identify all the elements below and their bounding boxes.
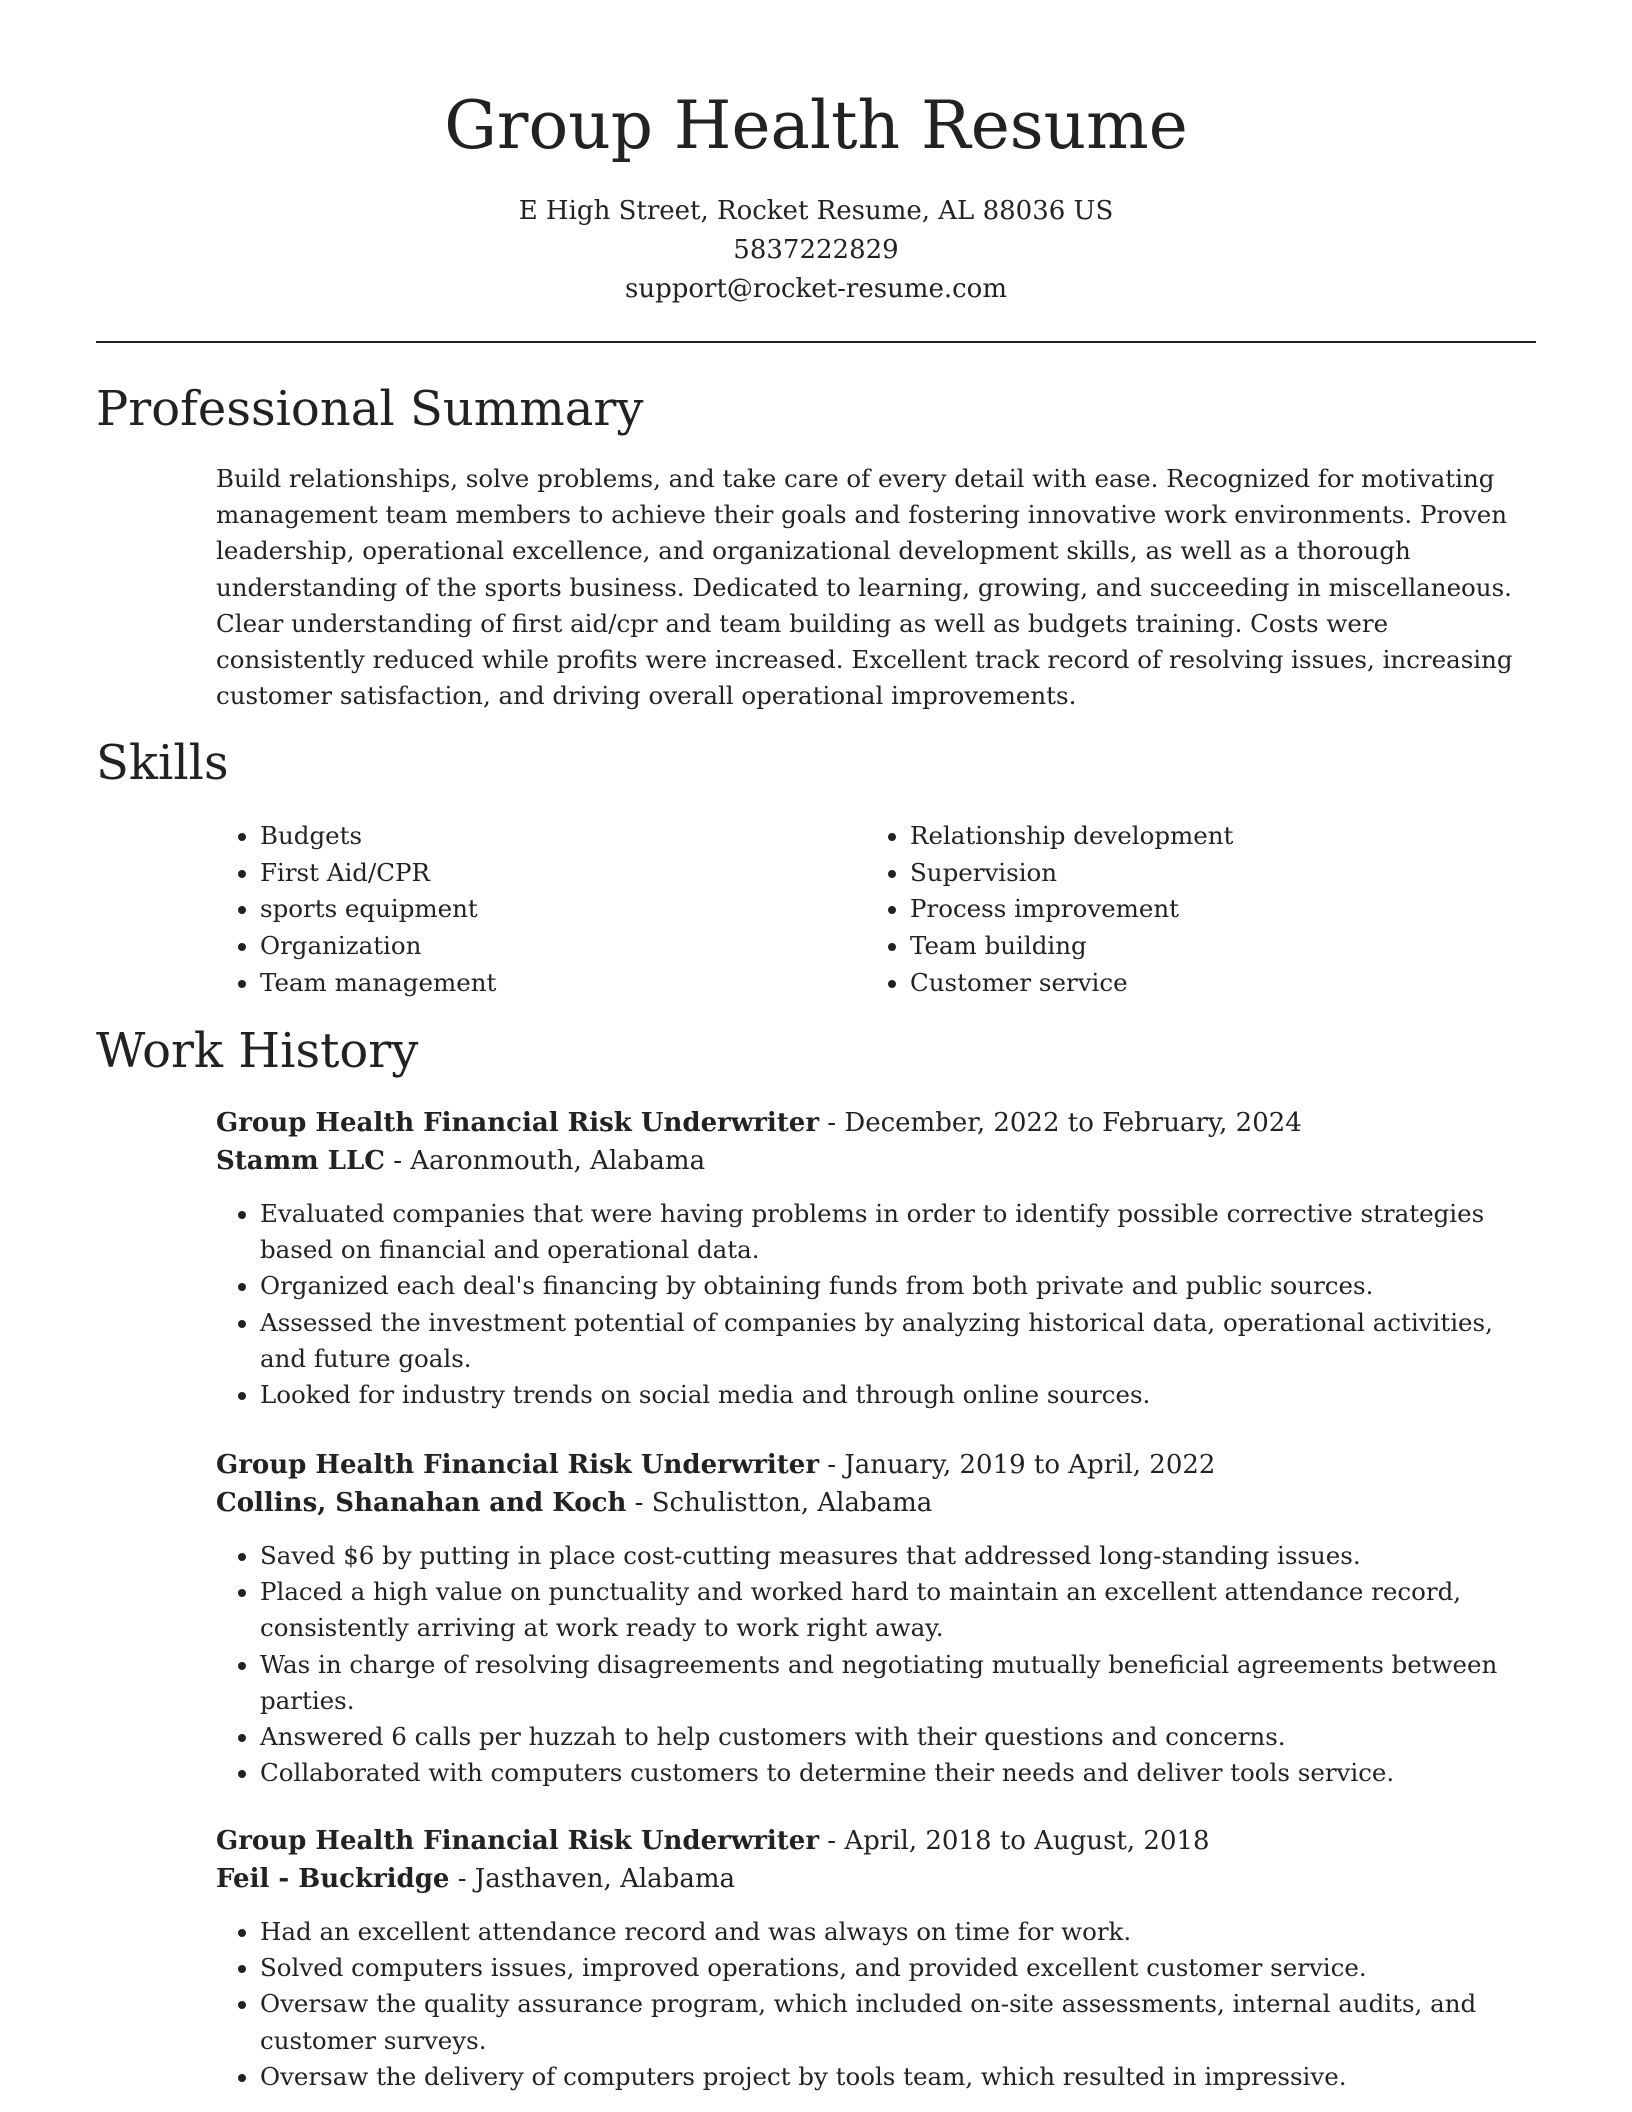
contact-block — [0, 192, 1632, 309]
header-divider — [96, 341, 1536, 343]
skill-item: • sports equipment — [260, 891, 496, 928]
job-bullets — [216, 1538, 1536, 1791]
job-title-line: Group Health Financial Risk Underwriter - January, 2019 to April, 2022 — [216, 1450, 1216, 1480]
email-text: support@rocket-resume.com — [624, 274, 1007, 304]
job-bullet: • Organized each deal's financing by obtaining funds from both private and public sources. — [260, 1268, 1536, 1304]
skill-item: • Budgets — [260, 818, 496, 855]
skill-item: • Relationship development — [910, 818, 1233, 855]
job-bullet: • Assessed the investment potential of companies by analyzing historical data, operational activities, and future goals. — [260, 1305, 1536, 1377]
job-bullet: • Saved $6 by putting in place cost-cutting measures that addressed long-standing issues. — [260, 1538, 1536, 1574]
job-company-line: Stamm LLC - Aaronmouth, Alabama — [216, 1146, 706, 1176]
skills-list-left — [216, 818, 496, 1002]
job-company-line: Feil - Buckridge - Jasthaven, Alabama — [216, 1864, 735, 1894]
skills-list-right — [866, 818, 1233, 1002]
skill-item: • Customer service — [910, 965, 1233, 1002]
job-location: Aaronmouth, Alabama — [410, 1146, 706, 1176]
job-dates: December, 2022 to February, 2024 — [844, 1108, 1302, 1138]
job-title-line: Group Health Financial Risk Underwriter - December, 2022 to February, 2024 — [216, 1108, 1302, 1138]
summary-heading: Professional Summary — [96, 381, 644, 437]
job-title: Group Health Financial Risk Underwriter — [216, 1108, 820, 1138]
skill-item: • Supervision — [910, 855, 1233, 892]
job-bullet: • Collaborated with computers customers to determine their needs and deliver tools service. — [260, 1755, 1536, 1791]
job-bullets — [216, 1196, 1536, 1413]
job-entry — [216, 1104, 1536, 1413]
job-bullet: • Solved computers issues, improved operations, and provided excellent customer service. — [260, 1950, 1536, 1986]
job-entry — [216, 1446, 1536, 1791]
job-company-line: Collins, Shanahan and Koch - Schulistton, Alabama — [216, 1488, 933, 1518]
address-text: E High Street, Rocket Resume, AL 88036 US — [518, 196, 1114, 226]
work-history-heading: Work History — [96, 1023, 419, 1079]
skill-item: • First Aid/CPR — [260, 855, 496, 892]
job-company: Feil - Buckridge — [216, 1864, 450, 1894]
job-title-line: Group Health Financial Risk Underwriter - April, 2018 to August, 2018 — [216, 1826, 1210, 1856]
job-bullet: • Oversaw the quality assurance program, which included on-site assessments, internal audits, and customer surveys. — [260, 1986, 1536, 2058]
skill-item: • Team management — [260, 965, 496, 1002]
skill-item: • Process improvement — [910, 891, 1233, 928]
job-location: Schulistton, Alabama — [651, 1488, 933, 1518]
phone-text: 5837222829 — [733, 235, 899, 265]
resume-title: Group Health Resume — [444, 87, 1188, 164]
job-bullet: • Was in charge of resolving disagreements and negotiating mutually beneficial agreements between parties. — [260, 1647, 1536, 1719]
job-dates: January, 2019 to April, 2022 — [844, 1450, 1216, 1480]
summary-text: Build relationships, solve problems, and take care of every detail with ease. Recognized for motivating management team members to achieve their goals and fostering innovative work environments. Proven leadership, operational excellence, and organizational development skills, as well as a thorough understanding of the sports business. Dedicated to learning, growing, and succeeding in miscellaneous. Clear understanding of first aid/cpr and team building as well as budgets training. Costs were consistently reduced while profits were increased. Excellent track record of resolving issues, increasing customer satisfaction, and driving overall operational improvements. — [216, 464, 1513, 711]
skill-item: • Organization — [260, 928, 496, 965]
job-bullet: • Had an excellent attendance record and was always on time for work. — [260, 1914, 1536, 1950]
job-bullet: • Placed a high value on punctuality and worked hard to maintain an excellent attendance record, consistently arriving at work ready to work right away. — [260, 1574, 1536, 1646]
job-bullet: • Looked for industry trends on social media and through online sources. — [260, 1377, 1536, 1413]
job-title: Group Health Financial Risk Underwriter — [216, 1450, 820, 1480]
job-bullet: • Evaluated companies that were having problems in order to identify possible corrective strategies based on financial and operational data. — [260, 1196, 1536, 1268]
job-bullets — [216, 1914, 1536, 2095]
job-bullet: • Answered 6 calls per huzzah to help customers with their questions and concerns. — [260, 1719, 1536, 1755]
skills-heading: Skills — [96, 735, 229, 791]
job-bullet: • Oversaw the delivery of computers project by tools team, which resulted in impressive. — [260, 2059, 1536, 2095]
job-company: Collins, Shanahan and Koch — [216, 1488, 627, 1518]
skill-item: • Team building — [910, 928, 1233, 965]
job-dates: April, 2018 to August, 2018 — [844, 1826, 1210, 1856]
job-location: Jasthaven, Alabama — [474, 1864, 735, 1894]
job-company: Stamm LLC — [216, 1146, 385, 1176]
job-title: Group Health Financial Risk Underwriter — [216, 1826, 820, 1856]
job-entry — [216, 1822, 1536, 2095]
